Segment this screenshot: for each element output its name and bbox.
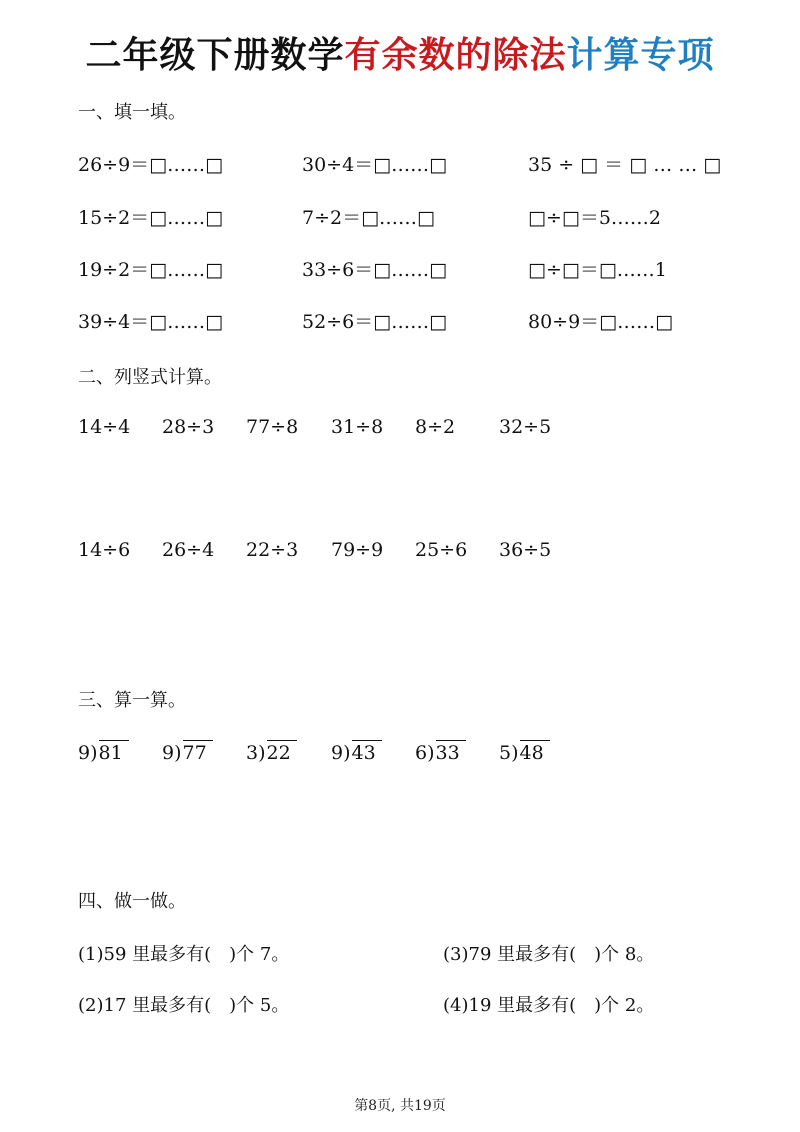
divisor: 6) [415,742,435,764]
long-division [246,740,297,766]
fill-item-1: 26÷9＝□……□ [78,154,224,176]
long-division [331,740,382,766]
vertical-problem: 77÷8 [246,416,299,438]
vertical-problem: 32÷5 [499,416,552,438]
vertical-problem: 31÷8 [331,416,384,438]
fill-item-6: □÷□＝5……2 [528,207,662,229]
section3-heading: 三、算一算。 [78,690,186,711]
dividend: 77 [183,740,213,765]
fill-item-8: 33÷6＝□……□ [302,259,448,281]
long-division [78,740,129,766]
fill-item-12: 80÷9＝□……□ [528,311,674,333]
divisor: 9) [331,742,351,764]
page-title [0,32,800,80]
long-division [415,740,466,766]
vertical-problem: 26÷4 [162,539,215,561]
word-problem-3: (3)79 里最多有( )个 8。 [443,944,655,965]
divisor: 9) [78,742,98,764]
word-problem-4: (4)19 里最多有( )个 2。 [443,995,655,1016]
fill-item-4: 15÷2＝□……□ [78,207,224,229]
fill-item-5: 7÷2＝□……□ [302,207,436,229]
title-type: 计算专项 [566,35,715,76]
dividend: 48 [520,740,550,765]
section1-heading: 一、填一填。 [78,102,186,123]
word-problem-2: (2)17 里最多有( )个 5。 [78,995,290,1016]
vertical-problem: 25÷6 [415,539,468,561]
title-topic: 有余数的除法 [344,35,567,76]
long-division [162,740,213,766]
word-problem-1: (1)59 里最多有( )个 7。 [78,944,290,965]
divisor: 9) [162,742,182,764]
vertical-problem: 8÷2 [415,416,456,438]
vertical-problem: 22÷3 [246,539,299,561]
fill-item-11: 52÷6＝□……□ [302,311,448,333]
divisor: 3) [246,742,266,764]
dividend: 81 [99,740,129,765]
fill-item-10: 39÷4＝□……□ [78,311,224,333]
vertical-problem: 79÷9 [331,539,384,561]
fill-item-7: 19÷2＝□……□ [78,259,224,281]
fill-item-3: 35 ÷ □ ＝ □ … … □ [528,154,722,176]
page-number: 第8页, 共19页 [354,1098,446,1114]
section2-heading: 二、列竖式计算。 [78,367,222,388]
dividend: 43 [352,740,382,765]
fill-item-9: □÷□＝□……1 [528,259,667,281]
fill-item-2: 30÷4＝□……□ [302,154,448,176]
vertical-problem: 14÷4 [78,416,131,438]
title-grade: 二年级下册数学 [85,35,345,76]
vertical-problem: 36÷5 [499,539,552,561]
vertical-problem: 14÷6 [78,539,131,561]
section4-heading: 四、做一做。 [78,891,186,912]
divisor: 5) [499,742,519,764]
dividend: 33 [436,740,466,765]
dividend: 22 [267,740,297,765]
long-division [499,740,550,766]
vertical-problem: 28÷3 [162,416,215,438]
